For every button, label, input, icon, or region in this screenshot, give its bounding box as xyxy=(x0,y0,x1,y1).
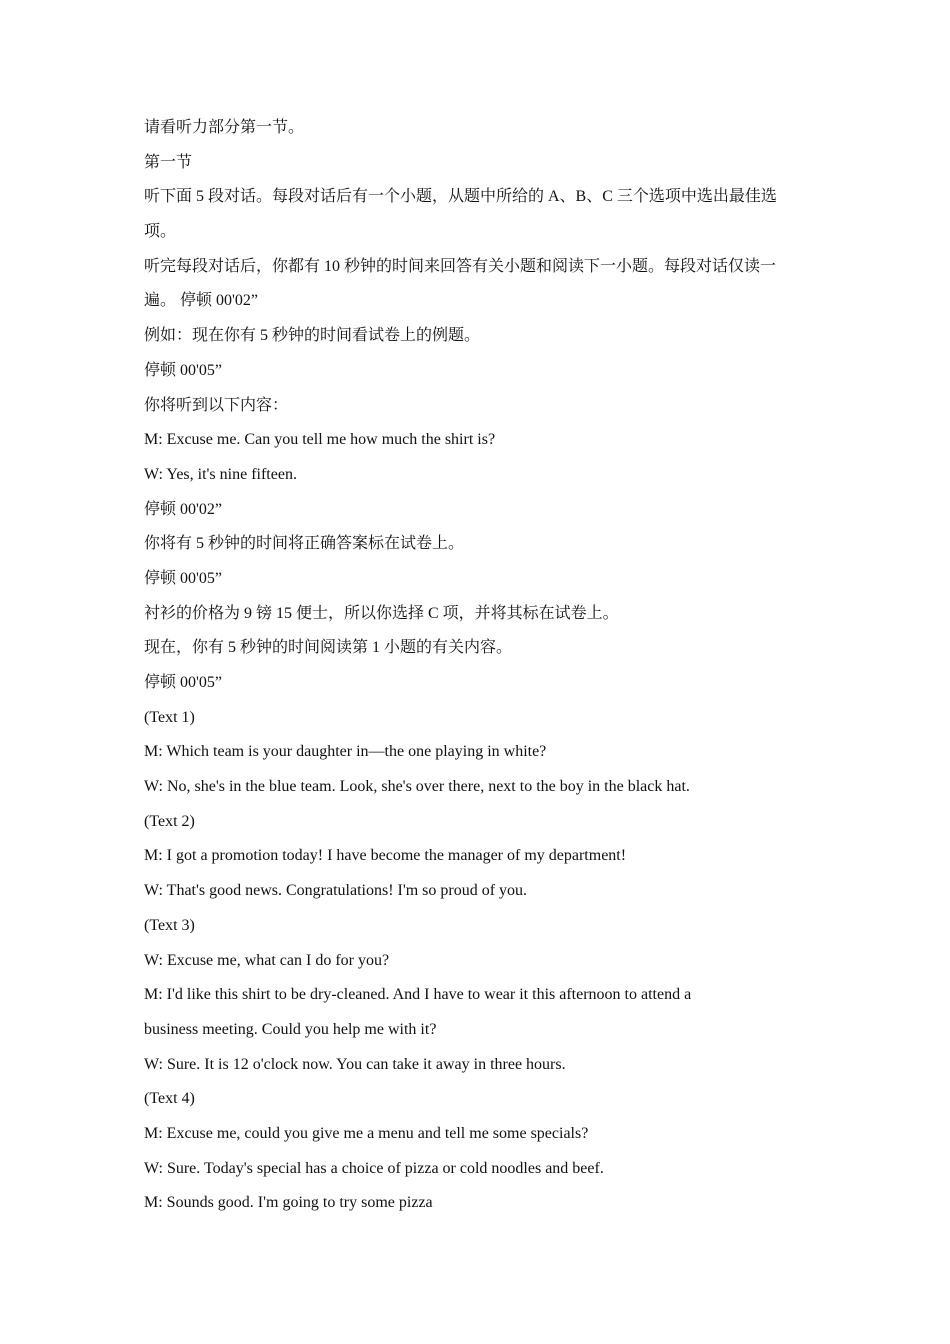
text-heading: (Text 4) xyxy=(144,1090,195,1108)
dialogue-line: W: Sure. It is 12 o'clock now. You can take it away in three hours. xyxy=(144,1055,566,1073)
dialogue-line: M: Excuse me. Can you tell me how much the shirt is? xyxy=(144,431,496,449)
example-line: 例如：现在你有 5 秒钟的时间看试卷上的例题。 xyxy=(144,327,481,345)
section-instruction: 请看听力部分第一节。 xyxy=(144,119,305,136)
instruction-line: 现在，你有 5 秒钟的时间阅读第 1 小题的有关内容。 xyxy=(144,639,513,657)
dialogue-line: M: I'd like this shirt to be dry-cleaned. And I have to wear it this afternoon to attend a xyxy=(144,986,692,1004)
dialogue-line: M: I got a promotion today! I have become the manager of my department! xyxy=(144,847,627,865)
pause-line: 停顿 00'05” xyxy=(144,361,222,379)
dialogue-line: W: Yes, it's nine fifteen. xyxy=(144,465,297,483)
example-line: 衬衫的价格为 9 镑 15 便士，所以你选择 C 项，并将其标在试卷上。 xyxy=(144,604,619,622)
example-line: 你将听到以下内容： xyxy=(144,396,289,414)
text-heading: (Text 1) xyxy=(144,708,195,726)
dialogue-line: business meeting. Could you help me with it? xyxy=(144,1020,437,1038)
dialogue-line: M: Excuse me, could you give me a menu and tell me some specials? xyxy=(144,1124,589,1142)
text-heading: (Text 3) xyxy=(144,916,195,934)
example-line: 你将有 5 秒钟的时间将正确答案标在试卷上。 xyxy=(144,535,465,553)
instruction-line: 听下面 5 段对话。每段对话后有一个小题，从题中所给的 A、B、C 三个选项中选出最佳选 xyxy=(144,188,777,206)
pause-line: 停顿 00'02” xyxy=(144,500,222,518)
section-heading: 第一节 xyxy=(144,153,193,171)
dialogue-line: W: That's good news. Congratulations! I'm so proud of you. xyxy=(144,882,528,900)
dialogue-line: M: Sounds good. I'm going to try some pizza xyxy=(144,1194,433,1212)
instruction-line: 听完每段对话后，你都有 10 秒钟的时间来回答有关小题和阅读下一小题。每段对话仅读一 xyxy=(144,257,777,275)
dialogue-line: W: Excuse me, what can I do for you? xyxy=(144,951,390,969)
pause-line: 停顿 00'05” xyxy=(144,569,222,587)
dialogue-line: W: Sure. Today's special has a choice of pizza or cold noodles and beef. xyxy=(144,1159,604,1177)
instruction-line: 遍。 停顿 00'02” xyxy=(144,292,258,310)
pause-line: 停顿 00'05” xyxy=(144,674,222,691)
text-heading: (Text 2) xyxy=(144,812,195,830)
transcript-body xyxy=(144,111,810,1221)
dialogue-line: M: Which team is your daughter in—the one playing in white? xyxy=(144,743,547,761)
instruction-line: 项。 xyxy=(144,223,177,241)
dialogue-line: W: No, she's in the blue team. Look, she's over there, next to the boy in the black hat. xyxy=(144,778,690,796)
